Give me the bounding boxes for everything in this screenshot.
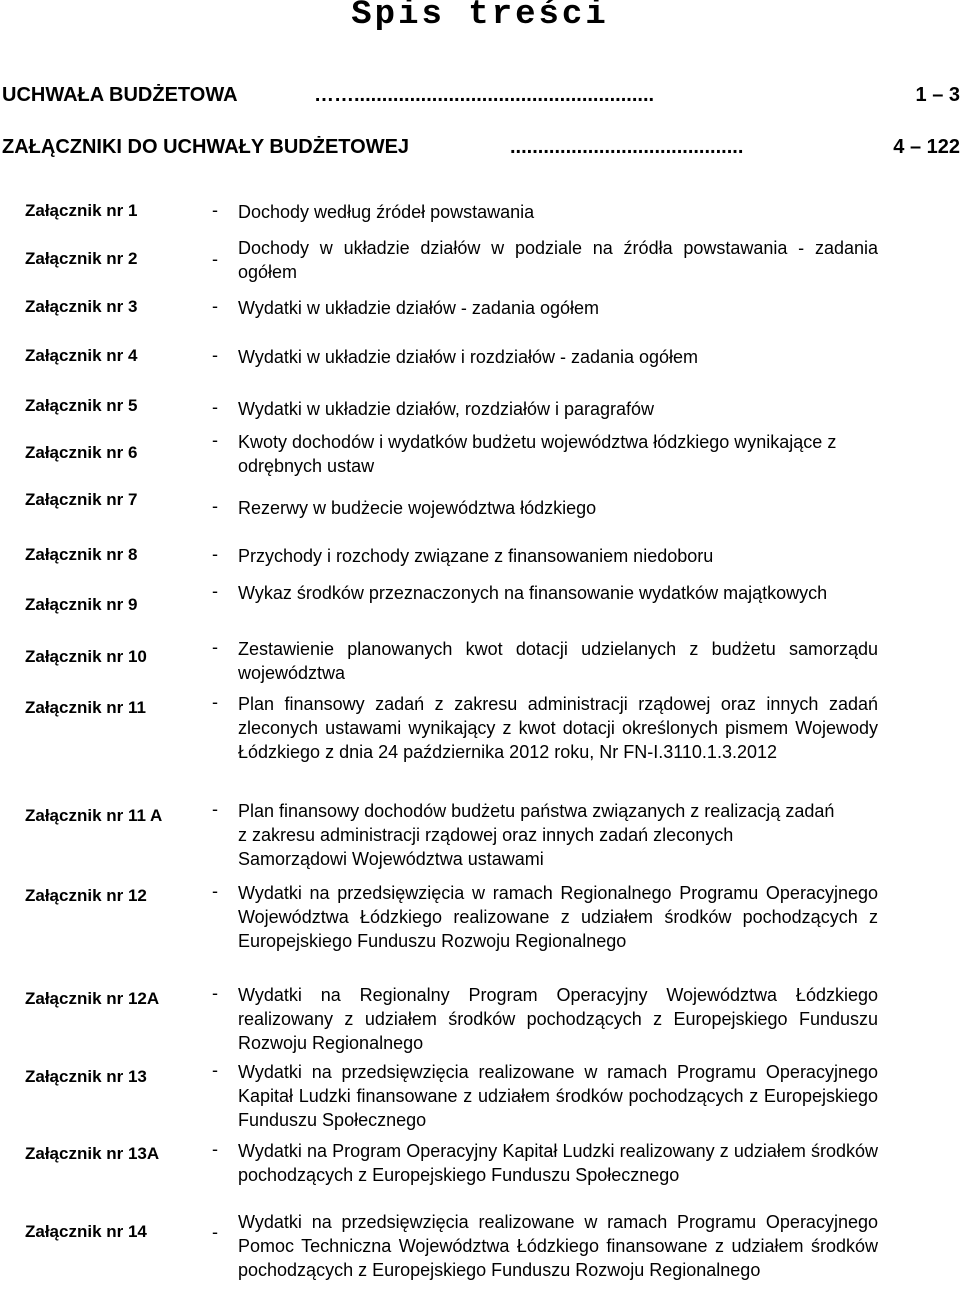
annex-description: Wydatki w układzie działów i rozdziałów - zadania ogółem bbox=[238, 347, 699, 367]
annex-label: Załącznik nr 4 bbox=[25, 346, 138, 365]
toc-label: UCHWAŁA BUDŻETOWA bbox=[2, 84, 238, 106]
annex-label: Załącznik nr 8 bbox=[25, 545, 138, 564]
dash: - bbox=[212, 1222, 218, 1242]
annex-description: Wydatki w układzie działów - zadania ogółem bbox=[238, 298, 600, 318]
annex-label: Załącznik nr 3 bbox=[25, 297, 138, 316]
annex-label: Załącznik nr 12A bbox=[25, 989, 160, 1008]
dash: - bbox=[212, 296, 218, 316]
dash: - bbox=[212, 1139, 218, 1159]
dash: - bbox=[212, 799, 218, 819]
annex-description: Wydatki na przedsięwzięcia w ramach Regionalnego Programu Operacyjnego Województwa Łódzkiego realizowane z udziałem środków pochodzących z Europejskiego Funduszu Rozwoju Regionalnego bbox=[238, 883, 878, 951]
annex-description: Rezerwy w budżecie województwa łódzkiego bbox=[238, 498, 597, 518]
toc-pages: 1 – 3 bbox=[915, 84, 960, 106]
toc-pages: 4 – 122 bbox=[893, 136, 960, 158]
annex-label: Załącznik nr 11 A bbox=[25, 806, 163, 825]
dash: - bbox=[212, 881, 218, 901]
annex-description: Wydatki w układzie działów, rozdziałów i paragrafów bbox=[238, 399, 655, 419]
annex-description: Wydatki na Program Operacyjny Kapitał Ludzki realizowany z udziałem środków pochodzących z Europejskiego Funduszu Społecznego bbox=[238, 1141, 878, 1185]
annex-label: Załącznik nr 13A bbox=[25, 1144, 160, 1163]
toc-line-zalaczniki[interactable] bbox=[2, 136, 960, 164]
dash: - bbox=[212, 637, 218, 657]
annex-description: Wydatki na przedsięwzięcia realizowane w ramach Programu Operacyjnego Pomoc Techniczna Województwa Łódzkiego finansowane z udziałem środków pochodzących z Europejskiego Funduszu Rozwoju Regionalnego bbox=[238, 1212, 878, 1280]
annex-label: Załącznik nr 6 bbox=[25, 443, 138, 462]
toc-dots: ……...................................................... bbox=[314, 84, 655, 106]
annex-description: Dochody w układzie działów w podziale na źródła powstawania - zadania ogółem bbox=[238, 238, 878, 282]
toc-label: ZAŁĄCZNIKI DO UCHWAŁY BUDŻETOWEJ bbox=[2, 136, 410, 158]
annex-description: Plan finansowy zadań z zakresu administracji rządowej oraz innych zadań zleconych ustawami wynikający z kwot dotacji określonych pismem Wojewody Łódzkiego z dnia 24 października 2012 roku, Nr FN-I.3110.1.3.2012 bbox=[238, 694, 878, 762]
annex-label: Załącznik nr 13 bbox=[25, 1067, 147, 1086]
annex-label: Załącznik nr 2 bbox=[25, 249, 138, 268]
annex-description: Kwoty dochodów i wydatków budżetu województwa łódzkiego wynikające z odrębnych ustaw bbox=[238, 432, 837, 476]
annex-label: Załącznik nr 11 bbox=[25, 698, 146, 717]
annex-description: Wydatki na Regionalny Program Operacyjny Województwa Łódzkiego realizowany z udziałem środków pochodzących z Europejskiego Funduszu Rozwoju Regionalnego bbox=[238, 985, 878, 1053]
annex-label: Załącznik nr 9 bbox=[25, 595, 138, 614]
dash: - bbox=[212, 397, 218, 417]
toc-dots: .......................................... bbox=[510, 136, 744, 158]
annex-label: Załącznik nr 14 bbox=[25, 1222, 147, 1241]
dash: - bbox=[212, 249, 218, 269]
annex-label: Załącznik nr 1 bbox=[25, 201, 138, 220]
dash: - bbox=[212, 430, 218, 450]
toc-line-uchwala[interactable] bbox=[2, 84, 960, 112]
annex-description: Zestawienie planowanych kwot dotacji udzielanych z budżetu samorządu województwa bbox=[238, 639, 878, 683]
annex-label: Załącznik nr 12 bbox=[25, 886, 147, 905]
annex-description: Przychody i rozchody związane z finansowaniem niedoboru bbox=[238, 546, 714, 566]
annex-description: Wydatki na przedsięwzięcia realizowane w ramach Programu Operacyjnego Kapitał Ludzki finansowane z udziałem środków pochodzących z Europejskiego Funduszu Społecznego bbox=[238, 1062, 878, 1130]
dash: - bbox=[212, 200, 218, 220]
annex-description: Wykaz środków przeznaczonych na finansowanie wydatków majątkowych bbox=[238, 583, 828, 603]
annex-description: Dochody według źródeł powstawania bbox=[238, 202, 535, 222]
dash: - bbox=[212, 983, 218, 1003]
dash: - bbox=[212, 1060, 218, 1080]
dash: - bbox=[212, 581, 218, 601]
dash: - bbox=[212, 345, 218, 365]
dash: - bbox=[212, 544, 218, 564]
page-title: Spis treści bbox=[351, 0, 609, 34]
annex-description: Plan finansowy dochodów budżetu państwa związanych z realizacją zadań z zakresu administracji rządowej oraz innych zadań zleconych Samorządowi Województwa ustawami bbox=[238, 801, 835, 869]
annex-label: Załącznik nr 5 bbox=[25, 396, 138, 415]
annex-label: Załącznik nr 10 bbox=[25, 647, 147, 666]
annex-label: Załącznik nr 7 bbox=[25, 490, 138, 509]
dash: - bbox=[212, 692, 218, 712]
dash: - bbox=[212, 496, 218, 516]
